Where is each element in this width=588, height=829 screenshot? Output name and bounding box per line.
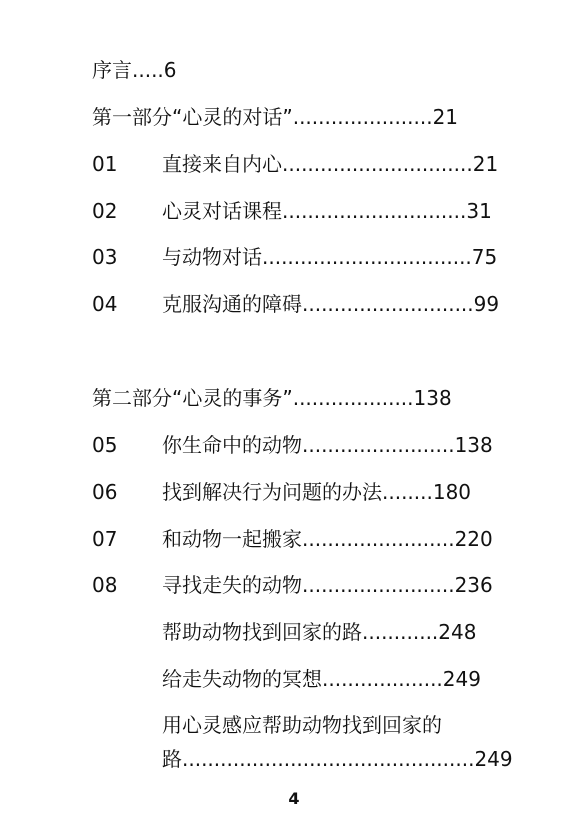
toc-chapter-number: 06 bbox=[92, 480, 118, 504]
toc-chapter-number: 03 bbox=[92, 245, 118, 269]
toc-chapter-title: 心灵对话课程.............................31 bbox=[162, 199, 492, 223]
toc-chapter-number: 07 bbox=[92, 527, 118, 551]
toc-chapter-number: 04 bbox=[92, 292, 118, 316]
toc-subsection: 路..............................................249 bbox=[162, 747, 513, 771]
toc-subsection: 给走失动物的冥想...................249 bbox=[162, 667, 481, 691]
toc-part1-heading: 第一部分“心灵的对话”......................21 bbox=[92, 105, 459, 129]
page-number: 4 bbox=[288, 789, 300, 808]
toc-preface: 序言.....6 bbox=[92, 58, 177, 82]
toc-chapter-title: 寻找走失的动物........................236 bbox=[162, 573, 493, 597]
toc-subsection: 用心灵感应帮助动物找到回家的 bbox=[162, 713, 442, 737]
toc-chapter-number: 08 bbox=[92, 573, 118, 597]
toc-chapter-title: 与动物对话.................................75 bbox=[162, 245, 498, 269]
toc-subsection: 帮助动物找到回家的路............248 bbox=[162, 620, 477, 644]
toc-chapter-number: 01 bbox=[92, 152, 118, 176]
toc-chapter-number: 05 bbox=[92, 433, 118, 457]
toc-part2-heading: 第二部分“心灵的事务”...................138 bbox=[92, 386, 452, 410]
toc-chapter-title: 和动物一起搬家........................220 bbox=[162, 527, 493, 551]
toc-chapter-title: 直接来自内心..............................21 bbox=[162, 152, 499, 176]
toc-chapter-title: 找到解决行为问题的办法........180 bbox=[162, 480, 472, 504]
toc-chapter-title: 克服沟通的障碍...........................99 bbox=[162, 292, 500, 316]
toc-chapter-title: 你生命中的动物........................138 bbox=[162, 433, 493, 457]
toc-chapter-number: 02 bbox=[92, 199, 118, 223]
